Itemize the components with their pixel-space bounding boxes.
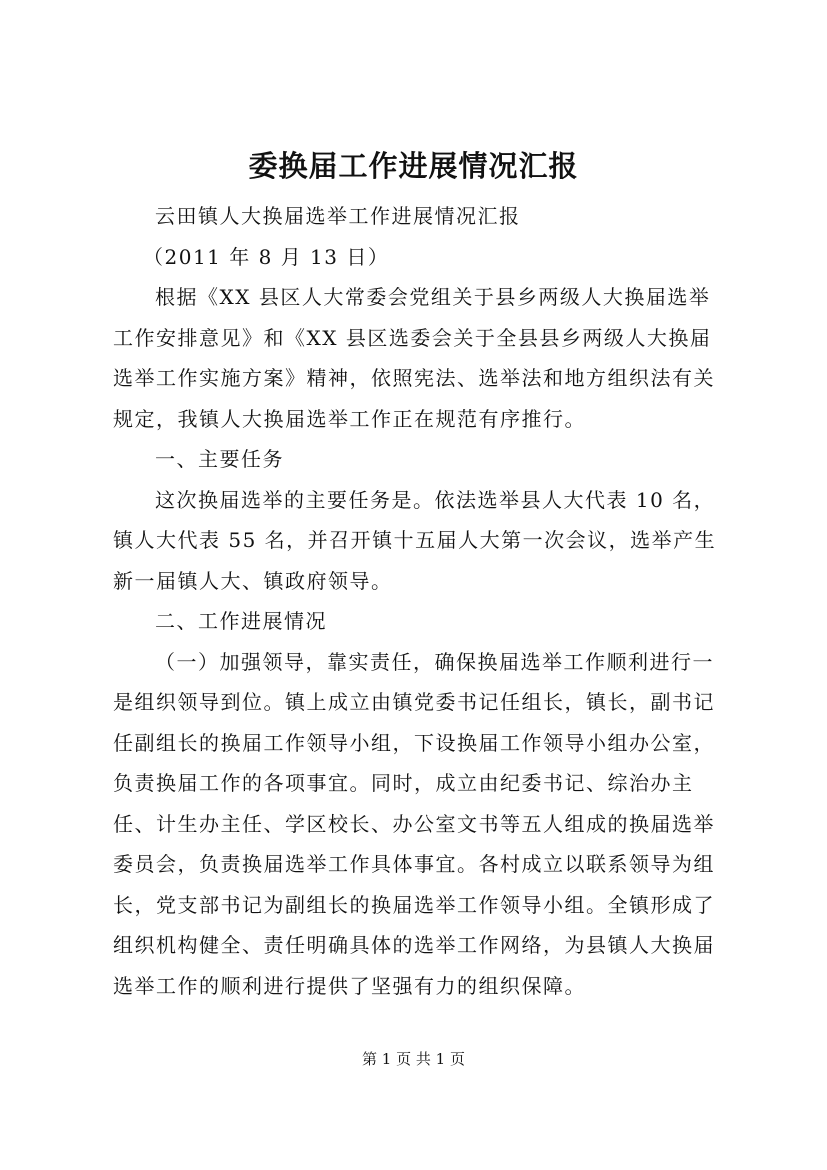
- paragraph-main-tasks: 这次换届选举的主要任务是。依法选举县人大代表 10 名，镇人大代表 55 名，并召开镇十五届人大第一次会议，选举产生新一届镇人大、镇政府领导。: [113, 487, 717, 593]
- paragraph-progress: （一）加强领导，靠实责任，确保换届选举工作顺利进行一是组织领导到位。镇上成立由镇党委书记任组长，镇长，副书记任副组长的换届工作领导小组，下设换届工作领导小组办公室，负责换届工作的各项事宜。同时，成立由纪委书记、综治办主任、计生办主任、学区校长、办公室文书等五人组成的换届选举委员会，负责换届选举工作具体事宜。各村成立以联系领导为组长，党支部书记为副组长的换届选举工作领导小组。全镇形成了组织机构健全、责任明确具体的选举工作网络，为县镇人大换届选举工作的顺利进行提供了坚强有力的组织保障。: [113, 649, 715, 998]
- paragraph-intro: 根据《XX 县区人大常委会党组关于县乡两级人大换届选举工作安排意见》和《XX 县区选委会关于全县县乡两级人大换届选举工作实施方案》精神，依照宪法、选举法和地方组织法有关规定，我镇人大换届选举工作正在规范有序推行。: [113, 285, 715, 431]
- document-date: （2011 年 8 月 13 日）: [143, 244, 390, 269]
- document-subtitle: 云田镇人大换届选举工作进展情况汇报: [155, 204, 521, 228]
- page-footer: 第 1 页 共 1 页: [362, 1050, 465, 1068]
- document-title: 委换届工作进展情况汇报: [248, 149, 579, 183]
- document-body: [113, 196, 719, 1006]
- section-heading-main-tasks: 一、主要任务: [155, 447, 284, 471]
- section-heading-progress: 二、工作进展情况: [155, 609, 327, 633]
